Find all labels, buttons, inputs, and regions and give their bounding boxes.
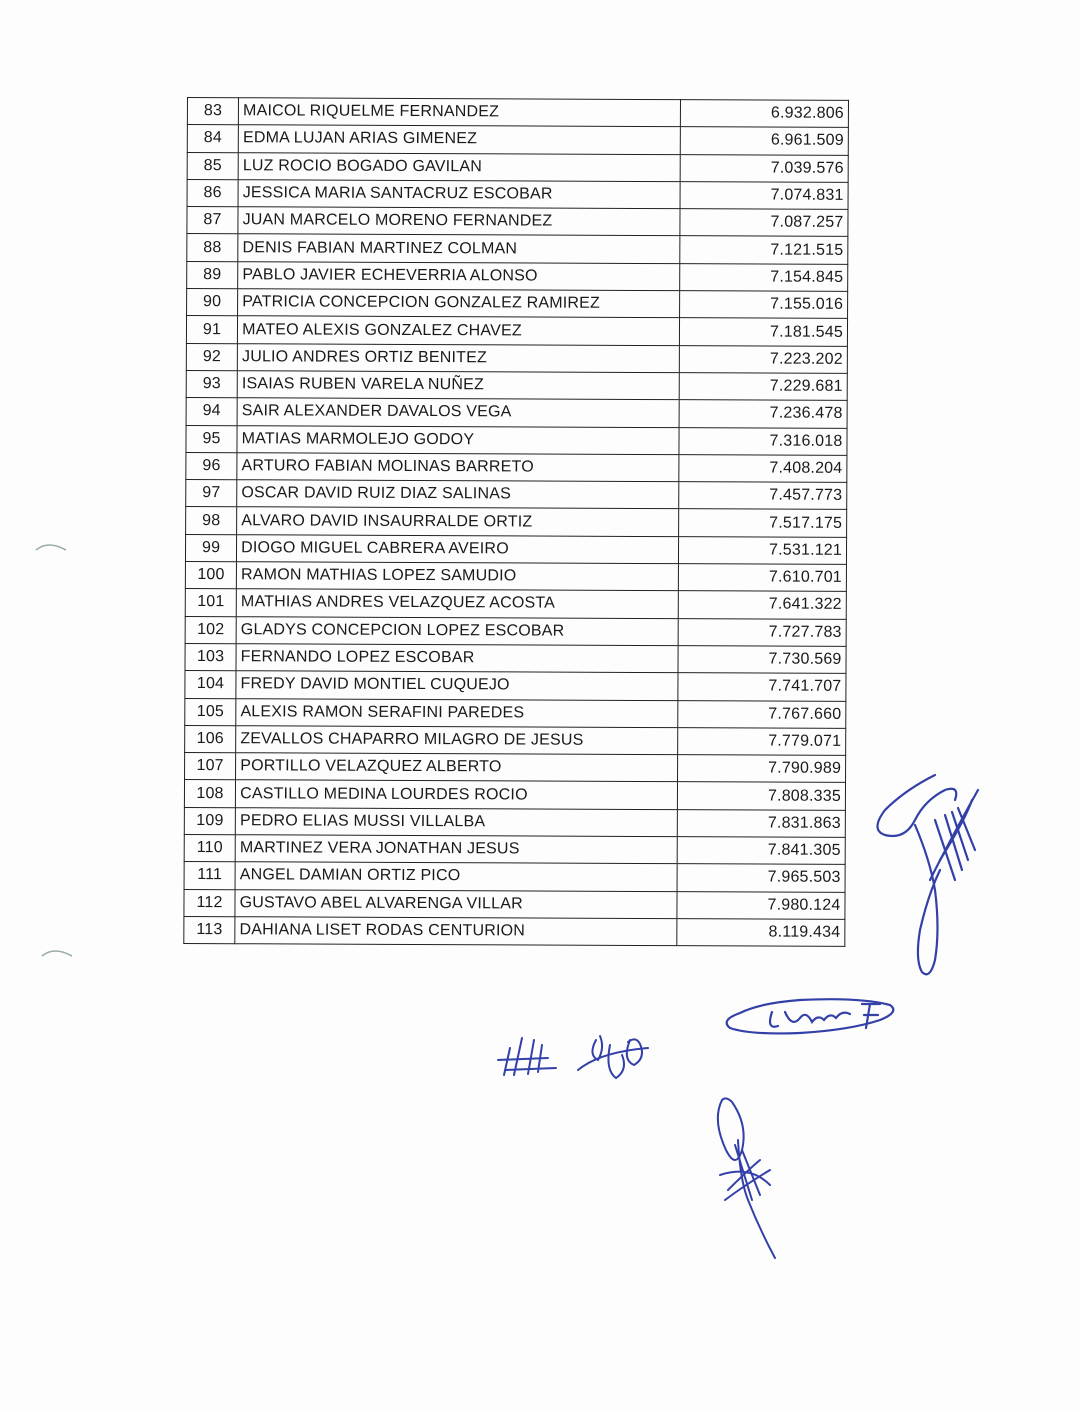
amount: 7.767.660 [678,700,846,728]
person-name: ALVARO DAVID INSAURRALDE ORTIZ [237,507,679,536]
amount: 7.641.322 [679,591,847,619]
row-number: 100 [185,562,236,590]
amount: 7.730.569 [678,646,846,674]
amount: 7.517.175 [679,509,847,537]
amount: 7.779.071 [678,727,846,755]
payroll-table [183,97,849,947]
hole-punch-mark-top [34,538,68,556]
amount: 7.727.783 [679,618,847,646]
row-number: 101 [185,589,236,617]
amount: 6.932.806 [681,100,849,128]
signature-bottom-center [718,1098,775,1258]
person-name: DIOGO MIGUEL CABRERA AVEIRO [237,534,679,563]
table-row [187,289,848,319]
table-row [184,835,845,865]
row-number: 89 [187,261,238,289]
amount: 7.223.202 [680,345,848,373]
person-name: MARTINEZ VERA JONATHAN JESUS [235,835,677,864]
amount: 7.229.681 [680,373,848,401]
amount: 7.980.124 [677,891,845,919]
row-number: 112 [184,889,235,917]
row-number: 95 [186,425,237,453]
table-row [187,261,848,291]
table-row [186,452,847,482]
person-name: MAICOL RIQUELME FERNANDEZ [239,98,681,127]
row-number: 93 [186,370,237,398]
amount: 7.610.701 [679,564,847,592]
payroll-table-body [184,98,849,947]
row-number: 113 [184,916,235,944]
table-row [187,234,848,264]
table-row [185,753,846,783]
row-number: 88 [187,234,238,262]
row-number: 105 [185,698,236,726]
signature-center-initials [498,1036,648,1078]
person-name: OSCAR DAVID RUIZ DIAZ SALINAS [237,480,679,509]
person-name: JUAN MARCELO MORENO FERNANDEZ [238,207,680,236]
row-number: 107 [185,753,236,781]
row-number: 103 [185,643,236,671]
person-name: DAHIANA LISET RODAS CENTURION [235,917,677,946]
row-number: 97 [186,480,237,508]
person-name: MATEO ALEXIS GONZALEZ CHAVEZ [238,316,680,345]
row-number: 104 [185,671,236,699]
table-row [186,425,847,455]
table-row [185,643,846,673]
table-row [185,589,846,619]
row-number: 86 [187,179,238,207]
row-number: 99 [185,534,236,562]
table-row [186,316,847,346]
table-row [187,179,848,209]
amount: 7.790.989 [678,755,846,783]
person-name: PABLO JAVIER ECHEVERRIA ALONSO [238,262,680,291]
amount: 7.457.773 [679,482,847,510]
person-name: MATHIAS ANDRES VELAZQUEZ ACOSTA [236,589,678,618]
amount: 7.154.845 [680,263,848,291]
person-name: CASTILLO MEDINA LOURDES ROCIO [236,780,678,809]
row-number: 111 [184,862,235,890]
row-number: 90 [187,289,238,317]
table-row [186,343,847,373]
row-number: 85 [187,152,238,180]
row-number: 106 [185,725,236,753]
amount: 6.961.509 [681,127,849,155]
person-name: ARTURO FABIAN MOLINAS BARRETO [237,453,679,482]
amount: 7.039.576 [681,154,849,182]
table-row [184,807,845,837]
row-number: 83 [187,98,238,126]
person-name: RAMON MATHIAS LOPEZ SAMUDIO [236,562,678,591]
person-name: GUSTAVO ABEL ALVARENGA VILLAR [235,889,677,918]
amount: 7.808.335 [678,782,846,810]
table-row [184,780,845,810]
row-number: 92 [186,343,237,371]
amount: 7.316.018 [679,427,847,455]
table-row [187,125,848,155]
table-row [187,98,848,128]
amount: 7.074.831 [680,182,848,210]
table-row [184,889,845,919]
person-name: JULIO ANDRES ORTIZ BENITEZ [237,343,679,372]
row-number: 108 [184,780,235,808]
table-row [184,862,845,892]
person-name: ZEVALLOS CHAPARRO MILAGRO DE JESUS [236,726,678,755]
person-name: ALEXIS RAMON SERAFINI PAREDES [236,698,678,727]
table-row [186,370,847,400]
row-number: 84 [187,125,238,153]
amount: 7.965.503 [678,864,846,892]
person-name: ANGEL DAMIAN ORTIZ PICO [235,862,677,891]
amount: 7.408.204 [679,455,847,483]
amount: 7.121.515 [680,236,848,264]
table-row [185,698,846,728]
person-name: PATRICIA CONCEPCION GONZALEZ RAMIREZ [238,289,680,318]
table-row [185,534,846,564]
row-number: 87 [187,207,238,235]
table-row [185,562,846,592]
amount: 7.741.707 [678,673,846,701]
amount: 7.181.545 [680,318,848,346]
person-name: GLADYS CONCEPCION LOPEZ ESCOBAR [236,616,678,645]
person-name: JESSICA MARIA SANTACRUZ ESCOBAR [238,180,680,209]
person-name: MATIAS MARMOLEJO GODOY [237,425,679,454]
person-name: DENIS FABIAN MARTINEZ COLMAN [238,234,680,263]
row-number: 91 [186,316,237,344]
amount: 7.087.257 [680,209,848,237]
table-row [185,725,846,755]
table-row [185,671,846,701]
person-name: EDMA LUJAN ARIAS GIMENEZ [238,125,680,154]
person-name: PORTILLO VELAZQUEZ ALBERTO [236,753,678,782]
row-number: 96 [186,452,237,480]
hole-punch-mark-bottom [40,944,74,962]
row-number: 102 [185,616,236,644]
table-row [184,916,845,946]
amount: 7.236.478 [680,400,848,428]
table-row [185,616,846,646]
person-name: FERNANDO LOPEZ ESCOBAR [236,644,678,673]
person-name: SAIR ALEXANDER DAVALOS VEGA [237,398,679,427]
signature-right-lower [727,999,894,1033]
person-name: ISAIAS RUBEN VARELA NUÑEZ [237,371,679,400]
table-row [186,480,847,510]
table-row [186,398,847,428]
row-number: 109 [184,807,235,835]
row-number: 94 [186,398,237,426]
signature-right-large [878,775,979,974]
table-row [187,207,848,237]
row-number: 110 [184,835,235,863]
table-row [186,507,847,537]
amount: 8.119.434 [677,919,845,947]
amount: 7.531.121 [679,536,847,564]
row-number: 98 [186,507,237,535]
amount: 7.841.305 [678,837,846,865]
person-name: PEDRO ELIAS MUSSI VILLALBA [235,807,677,836]
amount: 7.831.863 [678,809,846,837]
person-name: FREDY DAVID MONTIEL CUQUEJO [236,671,678,700]
table-row [187,152,848,182]
amount: 7.155.016 [680,291,848,319]
person-name: LUZ ROCIO BOGADO GAVILAN [238,152,680,181]
